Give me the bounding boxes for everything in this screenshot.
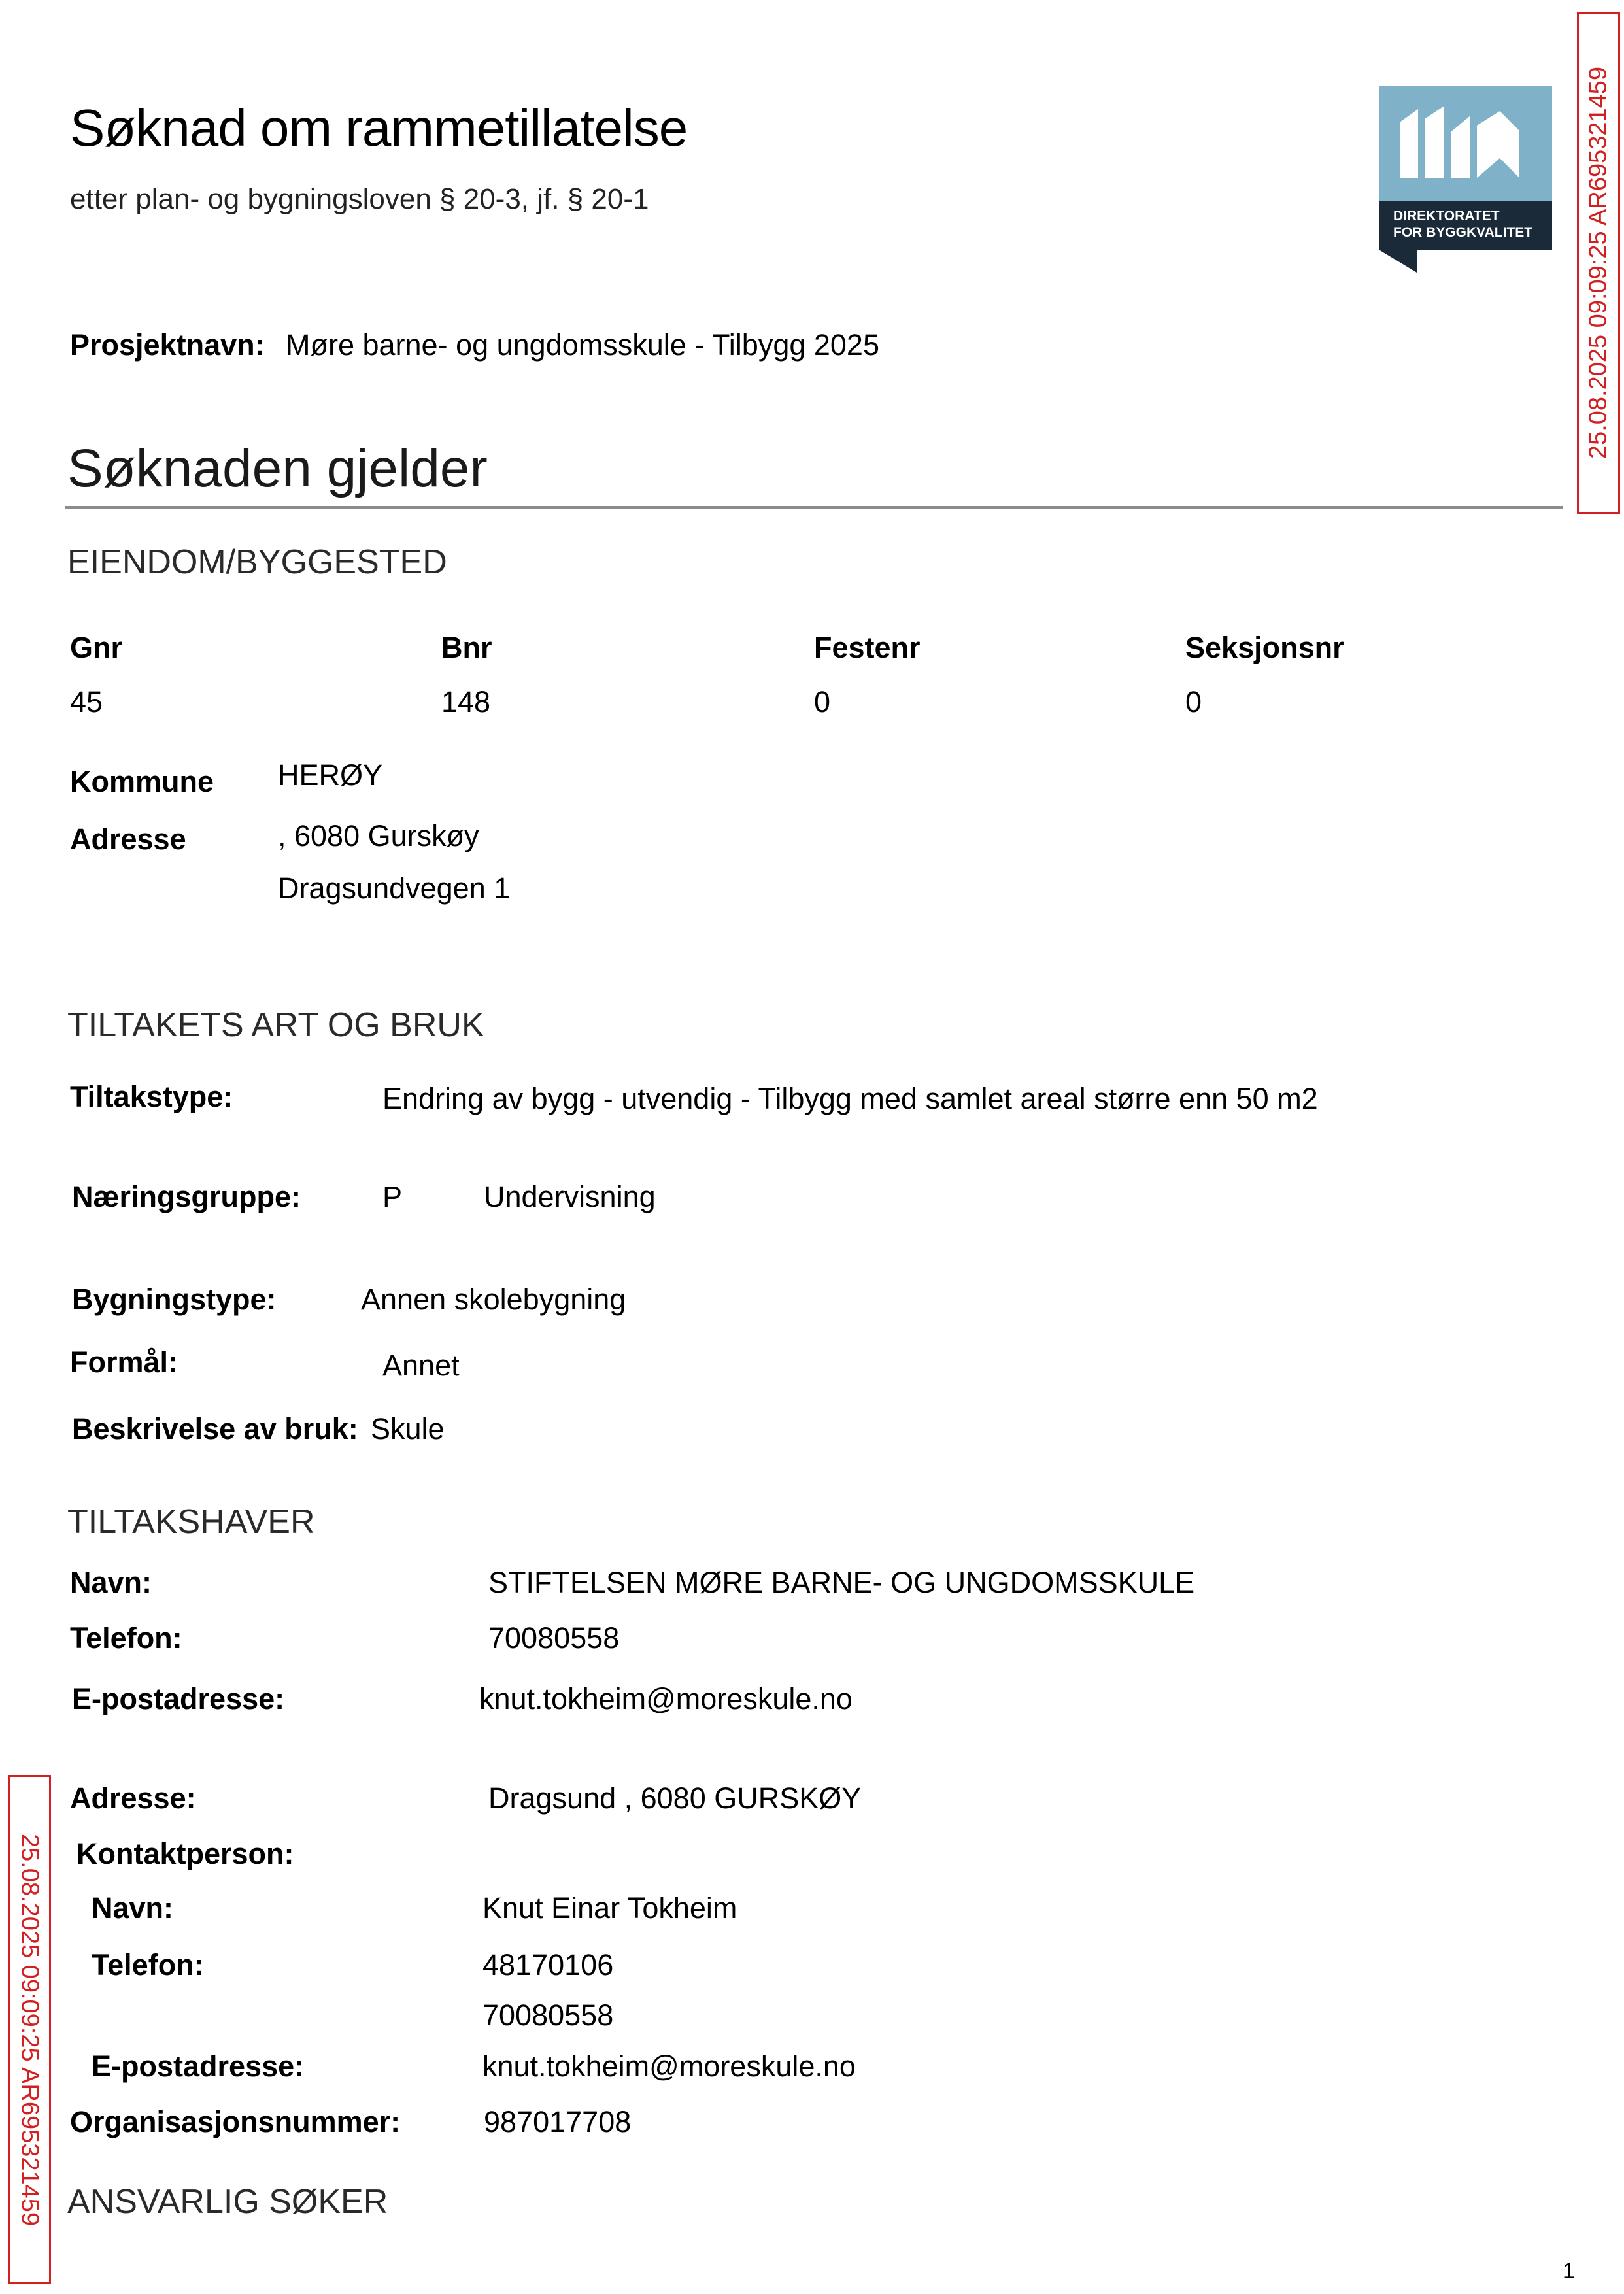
- tiltakshaver-adresse-label: Adresse:: [70, 1781, 196, 1815]
- section-title: Søknaden gjelder: [67, 439, 488, 498]
- tiltakstype-value: Endring av bygg - utvendig - Tilbygg med samlet areal større enn 50 m2: [382, 1082, 1318, 1115]
- timestamp-stamp-left: [8, 1775, 51, 2284]
- property-heading: EIENDOM/BYGGESTED: [67, 543, 447, 581]
- dibk-logo: [1379, 86, 1552, 276]
- adresse-line1: , 6080 Gurskøy: [278, 819, 479, 852]
- kommune-value: HERØY: [278, 758, 383, 792]
- kommune-label: Kommune: [70, 765, 214, 798]
- adresse-line2: Dragsundvegen 1: [278, 871, 511, 905]
- stamp-text: 25.08.2025 09:09:25 AR695321459: [1584, 66, 1612, 460]
- project-value: Møre barne- og ungdomsskule - Tilbygg 2025: [286, 328, 879, 362]
- formaal-label: Formål:: [70, 1345, 178, 1379]
- bruk-label: Beskrivelse av bruk:: [72, 1412, 358, 1445]
- naeringsgruppe-value: Undervisning: [484, 1180, 656, 1213]
- document-subtitle: etter plan- og bygningsloven § 20-3, jf. § 20-1: [70, 183, 649, 215]
- kontakt-navn-value: Knut Einar Tokheim: [482, 1891, 737, 1925]
- kontaktperson-label: Kontaktperson:: [76, 1837, 294, 1870]
- col-bnr-label: Bnr: [441, 631, 492, 664]
- tiltakshaver-epost-label: E-postadresse:: [72, 1682, 285, 1715]
- timestamp-stamp-right: [1577, 12, 1620, 514]
- document-title: Søknad om rammetillatelse: [70, 99, 688, 157]
- tiltakshaver-navn-value: STIFTELSEN MØRE BARNE- OG UNGDOMSSKULE: [488, 1566, 1195, 1599]
- tiltakshaver-heading: TILTAKSHAVER: [67, 1503, 315, 1541]
- section-rule: [65, 506, 1563, 509]
- bygningstype-label: Bygningstype:: [72, 1283, 277, 1316]
- kontakt-telefon-value1: 48170106: [482, 1948, 614, 1982]
- orgnr-label: Organisasjonsnummer:: [70, 2105, 401, 2138]
- bygningstype-value: Annen skolebygning: [361, 1283, 626, 1316]
- naeringsgruppe-code: P: [382, 1180, 403, 1213]
- logo-text-line1: DIREKTORATET: [1393, 209, 1500, 224]
- naeringsgruppe-label: Næringsgruppe:: [72, 1180, 301, 1213]
- kontakt-telefon-value2: 70080558: [482, 1999, 614, 2032]
- bnr-value: 148: [441, 685, 491, 718]
- seksjonsnr-value: 0: [1185, 685, 1202, 718]
- orgnr-value: 987017708: [484, 2105, 632, 2138]
- tiltak-heading: TILTAKETS ART OG BRUK: [67, 1006, 484, 1044]
- col-seksjonsnr-label: Seksjonsnr: [1185, 631, 1344, 664]
- adresse-label: Adresse: [70, 822, 186, 856]
- tiltakshaver-adresse-value: Dragsund , 6080 GURSKØY: [488, 1781, 862, 1815]
- tiltakshaver-telefon-label: Telefon:: [70, 1621, 182, 1655]
- tiltakshaver-telefon-value: 70080558: [488, 1621, 620, 1655]
- tiltakshaver-navn-label: Navn:: [70, 1566, 152, 1599]
- formaal-value: Annet: [382, 1349, 460, 1382]
- page-number: 1: [1563, 2259, 1575, 2284]
- col-gnr-label: Gnr: [70, 631, 123, 664]
- stamp-text: 25.08.2025 09:09:25 AR695321459: [16, 1833, 44, 2226]
- festenr-value: 0: [814, 685, 831, 718]
- gnr-value: 45: [70, 685, 103, 718]
- kontakt-epost-value: knut.tokheim@moreskule.no: [482, 2049, 856, 2083]
- kontakt-navn-label: Navn:: [92, 1891, 174, 1925]
- tiltakstype-label: Tiltakstype:: [70, 1080, 233, 1113]
- col-festenr-label: Festenr: [814, 631, 921, 664]
- kontakt-telefon-label: Telefon:: [92, 1948, 204, 1982]
- logo-text-line2: FOR BYGGKVALITET: [1393, 225, 1533, 240]
- kontakt-epost-label: E-postadresse:: [92, 2049, 305, 2083]
- soker-heading: ANSVARLIG SØKER: [67, 2183, 388, 2221]
- project-label: Prosjektnavn:: [70, 328, 265, 362]
- bruk-value: Skule: [371, 1412, 445, 1445]
- tiltakshaver-epost-value: knut.tokheim@moreskule.no: [479, 1682, 853, 1715]
